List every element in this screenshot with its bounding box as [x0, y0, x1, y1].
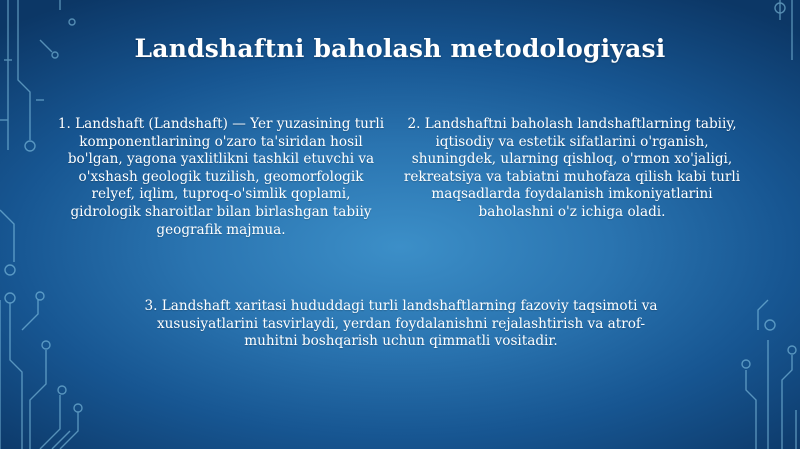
paragraph-landshaft-evaluation: 2. Landshaftni baholash landshaftlarning tabiiy, iqtisodiy va estetik sifatlarini o'rganish, shuningdek, ularning qishloq, o'rmon xo'jaligi, rekreatsiya va tabiatni muhofaza qilish kabi turli maqsadlarda foydalanish imkoniyatlarini baholashni o'z ichiga oladi. — [403, 116, 741, 220]
slide-title: Landshaftni baholash metodologiyasi — [134, 34, 666, 63]
paragraph-landshaft-definition: 1. Landshaft (Landshaft) — Yer yuzasining turli komponentlarining o'zaro ta'siridan hosil bo'lgan, yagona yaxlitlikni tashkil etuvchi va o'xshash geologik tuzilish, geomorfologik relyef, iqlim, tuproq-o'simlik qoplami, gidrologik sharoitlar bilan birlashgan tabiiy geografik majmua. — [57, 116, 385, 238]
paragraph-landshaft-map: 3. Landshaft xaritasi hududdagi turli landshaftlarning fazoviy taqsimoti va xususiyatlarini tasvirlaydi, yerdan foydalanishni rejalashtirish va atrof-muhitni boshqarish uchun qimmatli vositadir. — [144, 298, 658, 350]
circuit-decoration-right — [742, 0, 796, 449]
